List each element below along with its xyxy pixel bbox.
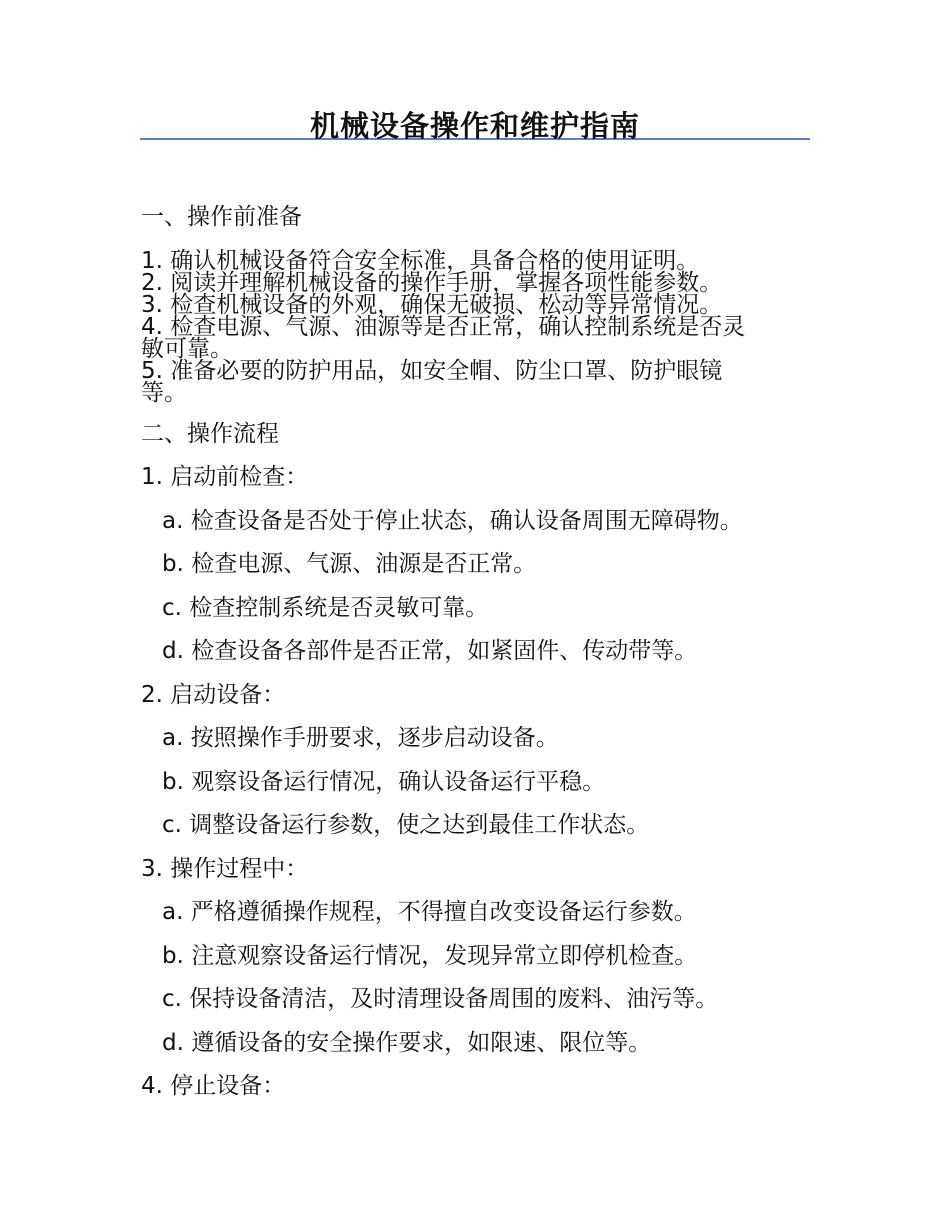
step-3-item-a: a. 严格遵循操作规程，不得擅自改变设备运行参数。: [162, 899, 697, 925]
step-1-item-a: a. 检查设备是否处于停止状态，确认设备周围无障碍物。: [162, 508, 743, 534]
step-3-item-d: d. 遵循设备的安全操作要求，如限速、限位等。: [162, 1030, 652, 1056]
prep-item-5: 5. 准备必要的防护用品，如安全帽、防尘口罩、防护眼镜: [141, 358, 723, 384]
step-1-item-c: c. 检查控制系统是否灵敏可靠。: [162, 595, 489, 621]
document-title: [140, 100, 810, 143]
step-3-item-b: b. 注意观察设备运行情况，发现异常立即停机检查。: [162, 943, 698, 969]
step-2-item-a: a. 按照操作手册要求，逐步启动设备。: [162, 725, 559, 751]
step-3-label: 3. 操作过程中：: [141, 856, 309, 882]
prep-item-1: 1. 确认机械设备符合安全标准，具备合格的使用证明。: [141, 248, 700, 274]
prep-item-4: 4. 检查电源、气源、油源等是否正常，确认控制系统是否灵: [141, 314, 746, 340]
prep-item-2: 2. 阅读并理解机械设备的操作手册，掌握各项性能参数。: [141, 270, 723, 296]
step-2-label: 2. 启动设备：: [141, 682, 286, 708]
section-heading-preparation: 一、操作前准备: [141, 204, 302, 230]
section-heading-procedure: 二、操作流程: [141, 421, 279, 447]
step-3-item-c: c. 保持设备清洁，及时清理设备周围的废料、油污等。: [162, 986, 719, 1012]
prep-item-5-cont: 等。: [141, 380, 187, 406]
step-1-label: 1. 启动前检查：: [141, 464, 309, 490]
step-4-label: 4. 停止设备：: [141, 1073, 286, 1099]
step-2-item-c: c. 调整设备运行参数，使之达到最佳工作状态。: [162, 812, 650, 838]
step-1-item-d: d. 检查设备各部件是否正常，如紧固件、传动带等。: [162, 638, 698, 664]
prep-item-3: 3. 检查机械设备的外观，确保无破损、松动等异常情况。: [141, 292, 723, 318]
step-1-item-b: b. 检查电源、气源、油源是否正常。: [162, 551, 537, 577]
prep-item-4-cont: 敏可靠。: [141, 336, 233, 362]
step-2-item-b: b. 观察设备运行情况，确认设备运行平稳。: [162, 769, 606, 795]
title-text: 机械设备操作和维护指南: [309, 109, 640, 143]
